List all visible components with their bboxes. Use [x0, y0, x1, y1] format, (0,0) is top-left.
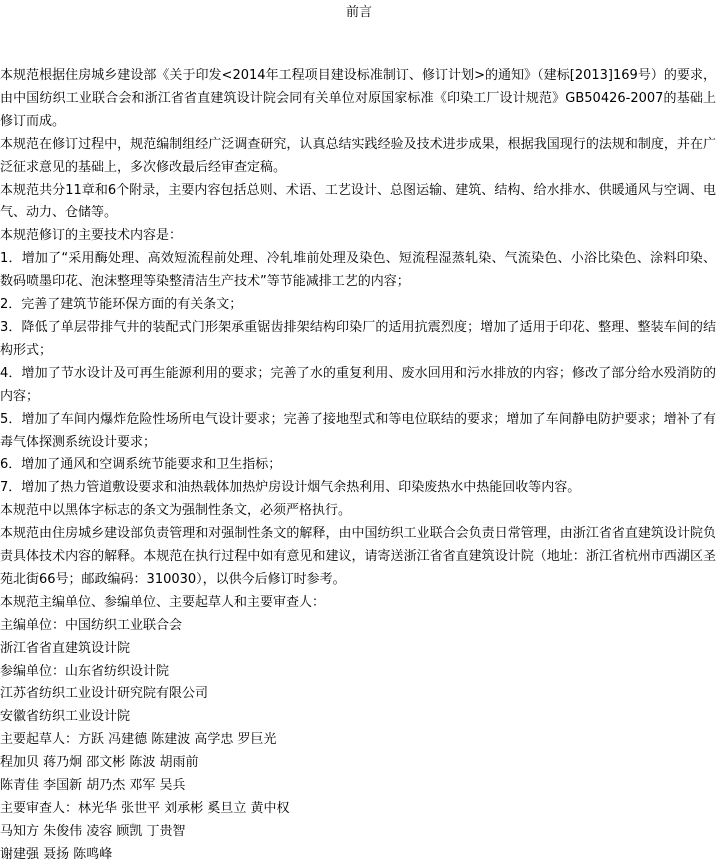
paragraph: 本规范中以黑体字标志的条文为强制性条文，必须严格执行。 — [0, 503, 352, 519]
paragraph: 本规范由住房城乡建设部负责管理和对强制性条文的解释，由中国纺织工业联合会负责日常管理，由浙江省省直建筑设计院负责具体技术内容的解释。本规范在执行过程中如有意见和建议，请寄送浙江省省直建筑设计院（地址：浙江省杭州市西湖区圣苑北街66号；邮政编码：310030），以供今后修订时参考。 — [0, 526, 716, 587]
paragraph: 5．增加了车间内爆炸危险性场所电气设计要求；完善了接地型式和等电位联结的要求；增加了车间静电防护要求；增补了有毒气体探测系统设计要求； — [0, 411, 716, 450]
paragraph: 陈青佳 李国新 胡乃杰 邓军 吴兵 — [0, 778, 186, 794]
paragraph: 安徽省纺织工业设计院 — [0, 709, 131, 725]
paragraph: 7．增加了热力管道敷设要求和油热载体加热炉房设计烟气余热利用、印染废热水中热能回收等内容。 — [0, 480, 581, 496]
paragraph: 浙江省省直建筑设计院 — [0, 640, 131, 656]
paragraph: 本规范在修订过程中，规范编制组经广泛调查研究，认真总结实践经验及技术进步成果，根据我国现行的法规和制度，并在广泛征求意见的基础上，多次修改最后经审查定稿。 — [0, 136, 716, 175]
paragraph: 本规范修订的主要技术内容是： — [0, 228, 183, 244]
paragraph: 谢建强 聂扬 陈鸣峰 — [0, 846, 113, 862]
document-body — [0, 65, 716, 867]
paragraph: 6．增加了通风和空调系统节能要求和卫生指标； — [0, 457, 282, 473]
paragraph: 本规范根据住房城乡建设部《关于印发<2014年工程项目建设标准制订、修订计划>的通知》（建标[2013]169号）的要求，由中国纺织工业联合会和浙江省省直建筑设计院会同有关单位对原国家标准《印染工厂设计规范》GB50426-2007的基础上修订而成。 — [0, 68, 716, 129]
paragraph: 江苏省纺织工业设计研究院有限公司 — [0, 686, 209, 702]
paragraph: 3．降低了单层带排气井的装配式门形架承重锯齿排架结构印染厂的适用抗震烈度；增加了适用于印花、整理、整装车间的结构形式； — [0, 319, 716, 358]
paragraph: 1．增加了“采用酶处理、高效短流程前处理、冷轧堆前处理及染色、短流程湿蒸轧染、气流染色、小浴比染色、涂料印染、数码喷墨印花、泡沫整理等染整清洁生产技术”等节能减排工艺的内容； — [0, 251, 716, 290]
paragraph: 程加贝 蒋乃炯 邵文彬 陈波 胡雨前 — [0, 755, 199, 771]
paragraph: 本规范主编单位、参编单位、主要起草人和主要审查人： — [0, 594, 326, 610]
paragraph: 主要审查人：林光华 张世平 刘承彬 奚旦立 黄中权 — [0, 801, 290, 816]
paragraph: 马知方 朱俊伟 凌容 顾凯 丁贵智 — [0, 823, 186, 839]
paragraph: 4．增加了节水设计及可再生能源利用的要求；完善了水的重复利用、废水回用和污水排放的内容；修改了部分给水殁消防的内容； — [0, 365, 716, 404]
paragraph: 主要起草人：方跃 冯建德 陈建波 高学忠 罗巨光 — [0, 732, 277, 748]
paragraph: 参编单位：山东省纺织设计院 — [0, 663, 170, 679]
paragraph: 主编单位：中国纺织工业联合会 — [0, 617, 183, 633]
paragraph: 本规范共分11章和6个附录，主要内容包括总则、术语、工艺设计、总图运输、建筑、结构、给水排水、供暖通风与空调、电气、动力、仓储等。 — [0, 182, 716, 221]
paragraph: 2．完善了建筑节能环保方面的有关条文； — [0, 297, 243, 313]
page-title: 前言 — [345, 5, 372, 20]
